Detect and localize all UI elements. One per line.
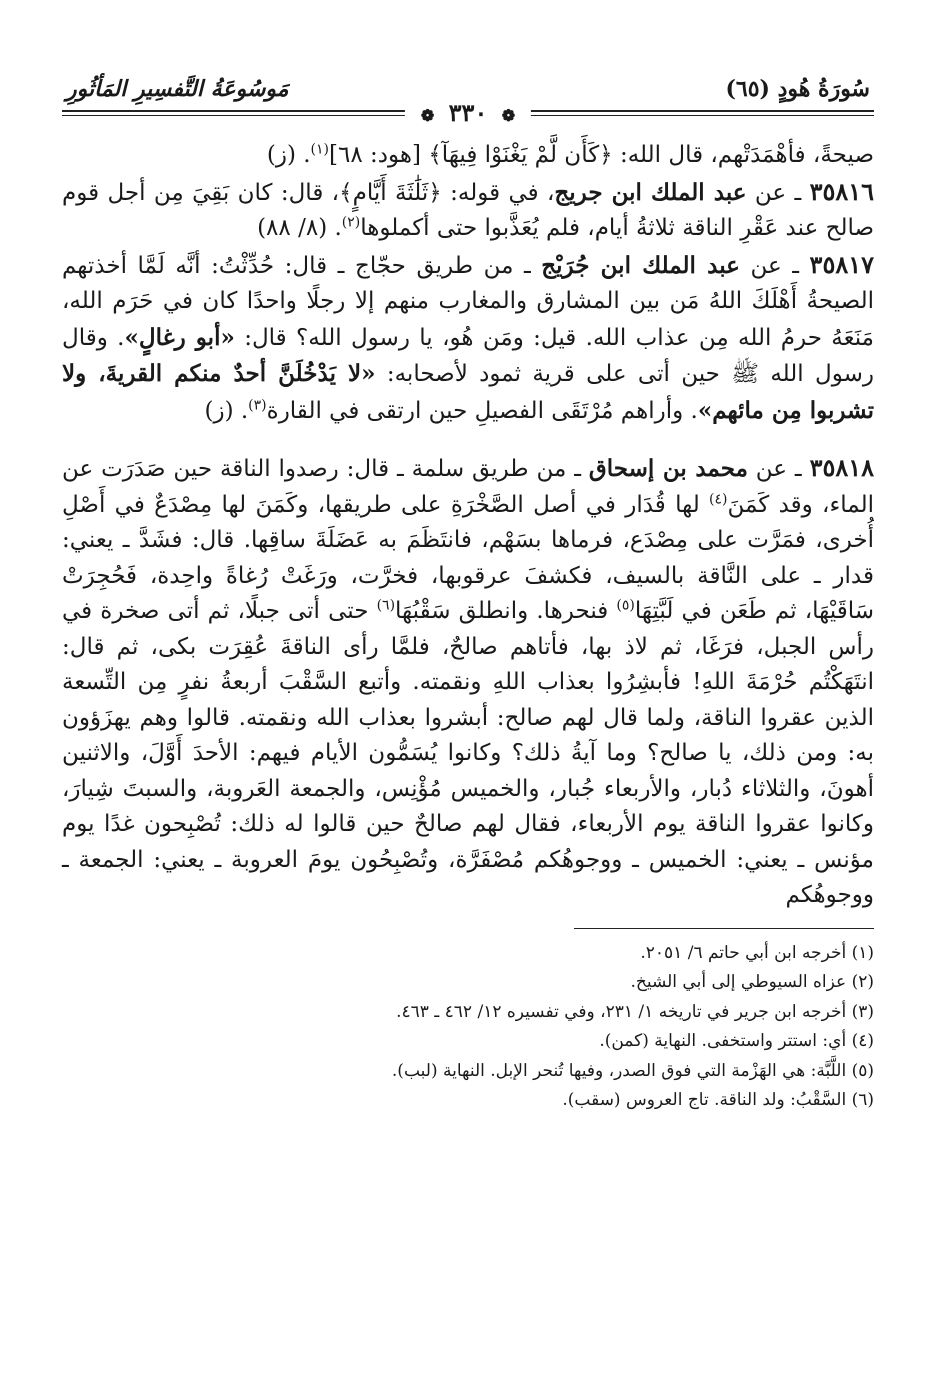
- text-run: ، قال: كان بَقِيَ مِن أجل قوم صالح عند عَقْرِ الناقة ثلاثةُ أيام، فلم يُعَذَّبوا حتى أكملوها: [62, 179, 874, 241]
- footnote-item: (٢) عزاه السيوطي إلى أبي الشيخ.: [630, 972, 874, 992]
- text-run: فنحرها. وانطلق سَقْبُهَا: [395, 598, 617, 624]
- footnote-ref[interactable]: (٢): [341, 214, 361, 231]
- entry-number: ٣٥٨١٦: [809, 176, 875, 206]
- footnote-separator: [574, 928, 874, 929]
- verse-reference: [هود: ٦٨]: [329, 142, 429, 168]
- text-run: . وأراهم مُرْتَقَى الفصيلِ حين ارتقى في القارة: [266, 397, 698, 424]
- entry-35818: [62, 450, 874, 914]
- text-run: ـ عن: [747, 456, 810, 482]
- text-run: . (ز): [266, 142, 311, 168]
- main-text: [62, 138, 874, 914]
- page-number: ٣٣٠: [448, 98, 488, 127]
- narrator-name: عبد الملك ابن جُرَيْج: [541, 251, 740, 279]
- footnote-item: (٥) اللَّبَّة: هي الهَزْمة التي فوق الصدر، وفيها تُنحر الإبل. النهاية (لبب).: [391, 1060, 874, 1081]
- text-run: . (٨/ ٨٨): [257, 215, 342, 241]
- footnotes: [62, 939, 874, 1116]
- entry-number: ٣٥٨١٧: [809, 249, 874, 279]
- footnote-ref[interactable]: (١): [310, 141, 330, 158]
- narrator-name: محمد بن إسحاق: [588, 455, 748, 482]
- hadith-quote: «لا يَدْخُلَنَّ أحدٌ منكم القريةَ، ولا تشربوا مِن مائهم»: [62, 360, 874, 424]
- text-run: ـ عن: [739, 252, 810, 279]
- page-number-block: [405, 98, 531, 127]
- footnote-ref[interactable]: (٣): [248, 396, 267, 413]
- text-run: ـ من طريق حجّاج ـ قال: حُدِّثْتُ: أنَّه لَمَّا أخذتهم الصيحةُ أَهْلَكَ اللهُ مَن بين المشارق والمغارب منهم إلا رجلًا واحدًا كان في حَرَم الله، مَنَعَهُ حرمُ الله مِن عذاب الله. قيل: ومَن هُو، يا رسول الله؟ قال:: [62, 252, 874, 351]
- text-run: ، في قوله:: [441, 179, 555, 206]
- text-run: حتى أتى جبلًا، ثم أتى صخرة في رأس الجبل، فرَغَا، ثم لاذ بها، فأتاهم صالحٌ، فلمَّا رأى الناقةَ عُقِرَت بكى، ثم قال: انتَهَكْتُم حُرْمَةَ اللهِ! فأبشِرُوا بعذاب اللهِ ونقمته. وأتبع السَّقْبَ أربعةُ نفرٍ مِن التِّسعة الذين عقروا الناقة، ولما قال لهم صالح: أبشروا بعذاب الله ونقمته. قالوا وهم يهزَؤون به: ومن ذلك، يا صالح؟ وما آيةُ ذلك؟ وكانوا يُسَمُّون الأيام فيهم: الأحدَ أَوَّلَ، والاثنين أهونَ، والثلاثاء دُبار، والأربعاء جُبار، والخميس مُؤْنِس، والجمعة العَروبة، والسبتَ شِيارَ، وكانوا عقروا الناقة يوم الأربعاء، فقال لهم صالحٌ حين قالوا له ذلك: تُصْبِحون غدًا يوم مؤنس ـ يعني: الخميس ـ ووجوهُكم مُصْفَرَّة، وتُصْبِحُون يومَ العروبة ـ يعني: الجمعة ـ ووجوهُكم: [62, 598, 875, 908]
- ornament-icon: ❁: [501, 106, 516, 125]
- footnote-item: (١) أخرجه ابن أبي حاتم ٦/ ٢٠٥١.: [640, 942, 874, 963]
- entry-35817: [62, 247, 874, 430]
- entry-number: ٣٥٨١٨: [809, 453, 875, 482]
- footnote-ref[interactable]: (٥): [616, 597, 635, 614]
- book-title: مَوسُوعَةُ التَّفسِيرِ المَأثُورِ: [66, 76, 289, 102]
- footnote-item: (٦) السَّقْبُ: ولد الناقة. تاج العروس (سقب).: [562, 1090, 874, 1110]
- footnote-ref[interactable]: (٦): [376, 597, 396, 614]
- page-header: [62, 70, 874, 127]
- text-run: لها قُدَار في أصل الصَّخْرَةِ على طريقها، وكَمَنَ لها مِصْدَعٌ في أَصْلِ أُخرى، فمَرَّت على مِصْدَع، فرماها بسَهْم، فانتَظَمَ به عَضَلَةَ ساقِها. قال: فشَدَّ ـ يعني: قدار ـ على النَّاقة بالسيف، فكشفَ عرقوبها، فخرَّت، ورَغَتْ رُغاةً واحِدة، فَحُجِرَتْ سَاقَيْهَا، ثم طَعَن في لَبَّتِهَا: [62, 491, 874, 624]
- footnote-item: (٣) أخرجه ابن جرير في تاريخه ١/ ٢٣١، وفي تفسيره ١٢/ ٤٦٢ ـ ٤٦٣.: [396, 1001, 874, 1022]
- ornament-icon: ❁: [420, 106, 435, 125]
- entry-35816: [62, 174, 874, 247]
- text-run: صيحةً، فأهْمَدَتْهم، قال الله:: [612, 142, 874, 168]
- text-run: ـ عن: [746, 179, 810, 206]
- text-run: ـ من طريق سلمة ـ قال: رصدوا الناقة حين صَدَرَت عن الماء، وقد كَمَنَ: [62, 456, 875, 518]
- footnote-ref[interactable]: (٤): [709, 490, 728, 507]
- text-run: . (ز): [204, 397, 249, 424]
- quran-verse: ﴿ثَلَٰثَةَ أَيَّامٍ﴾: [339, 179, 442, 206]
- narrator-name: عبد الملك ابن جريج: [554, 178, 747, 206]
- intro-paragraph: [62, 138, 874, 174]
- hadith-quote: «أبو رغالٍ»: [124, 323, 235, 351]
- quran-verse: ﴿كَأَن لَّمْ يَغْنَوْا فِيهَآ﴾: [428, 142, 613, 168]
- surah-title: سُورَةُ هُودٍ (٦٥): [725, 76, 870, 102]
- text-run: . وقال رسول الله ﷺ حين أتى على قرية ثمود لأصحابه:: [62, 324, 874, 387]
- page: [62, 70, 874, 1116]
- footnote-item: (٤) أي: استتر واستخفى. النهاية (كمن).: [599, 1031, 874, 1051]
